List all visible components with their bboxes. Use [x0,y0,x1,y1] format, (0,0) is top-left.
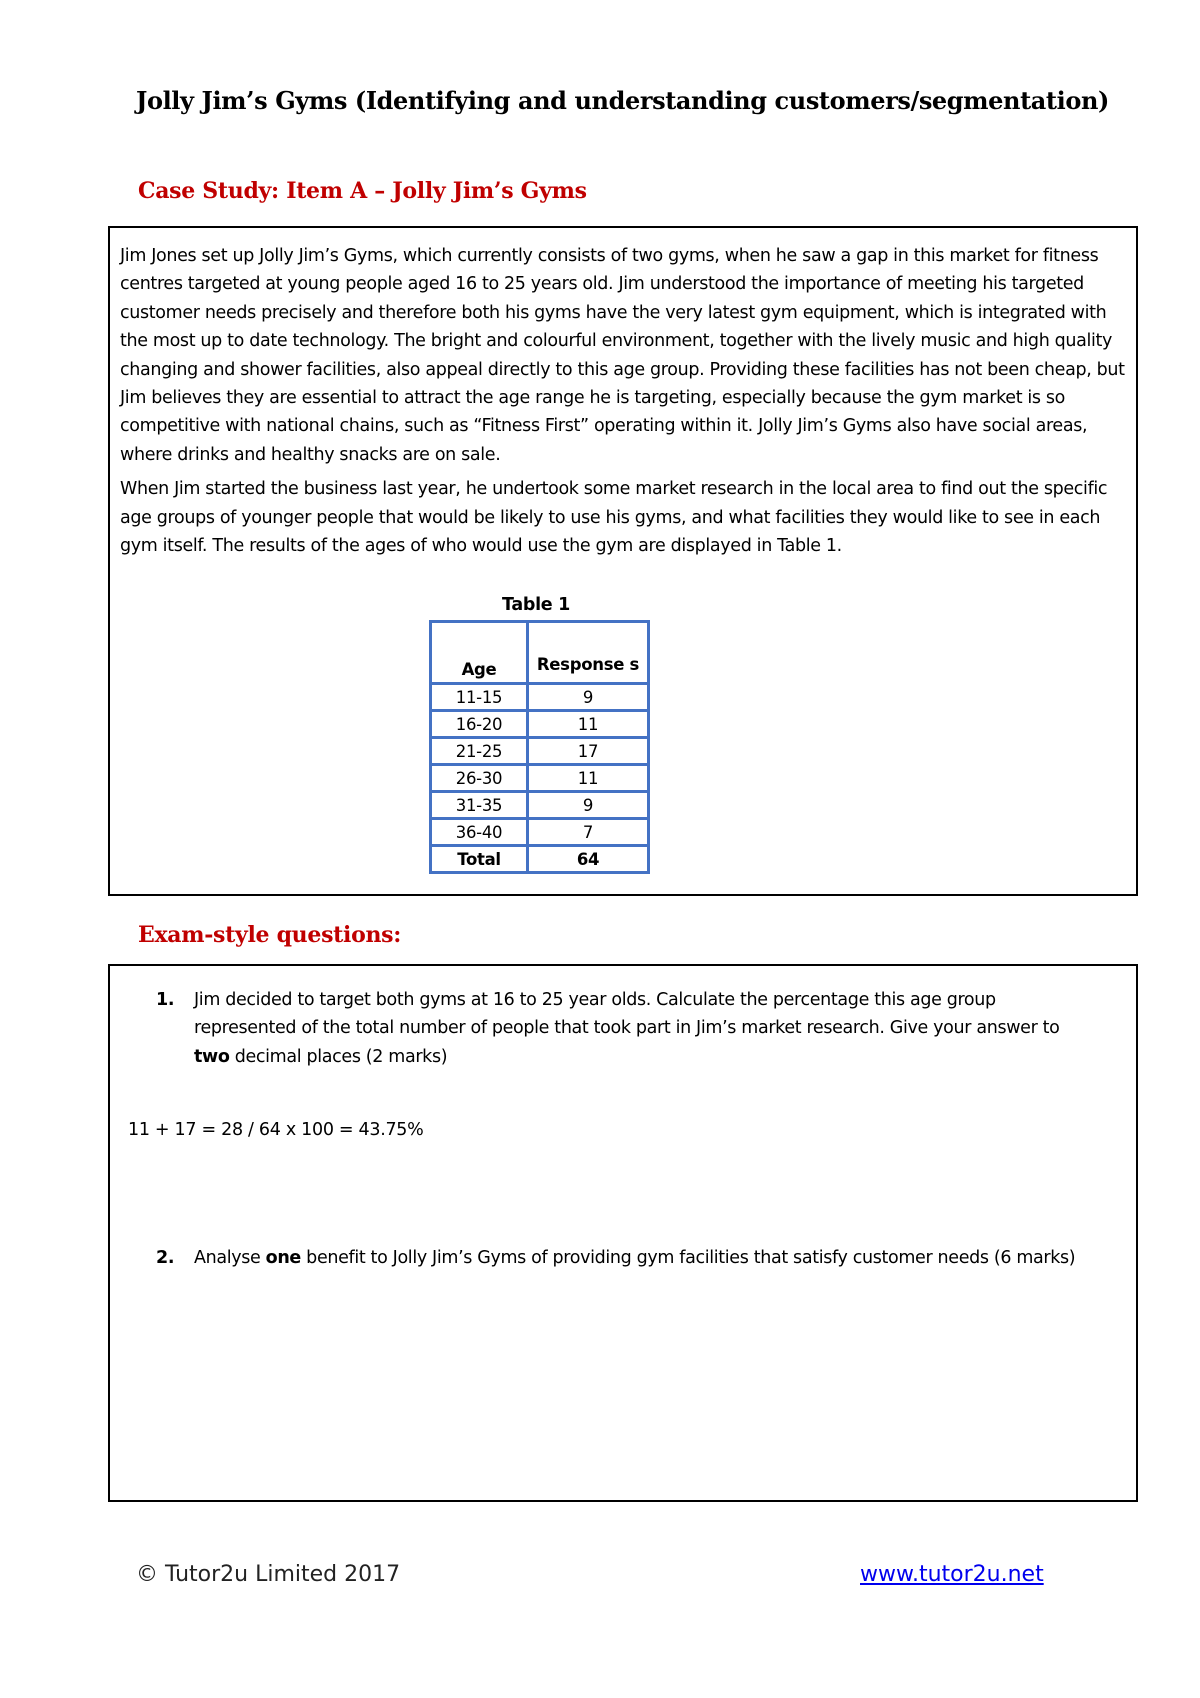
answer-1: 11 + 17 = 28 / 64 x 100 = 43.75% [128,1120,424,1140]
case-study-heading: Case Study: Item A – Jolly Jim’s Gyms [138,178,587,204]
table-cell-responses: 11 [528,765,649,792]
table-row [431,684,649,711]
table-cell-responses: 7 [528,819,649,846]
table-cell-age: 26-30 [431,765,528,792]
table-row [431,711,649,738]
footer-link[interactable]: www.tutor2u.net [860,1562,1044,1587]
table-cell-responses: 11 [528,711,649,738]
question-text [194,1244,1096,1272]
table-cell-age: 31-35 [431,792,528,819]
age-responses-table [429,620,650,874]
table-total-label: Total [431,846,528,873]
table-total-row [431,846,649,873]
page-title: Jolly Jim’s Gyms (Identifying and understanding customers/segmentation) [136,86,1109,115]
table-total-value: 64 [528,846,649,873]
case-paragraph: When Jim started the business last year, he undertook some market research in the local area to find out the specific age groups of younger people that would be likely to use his gyms, and what facilities they would like to see in each gym itself. The results of the ages of who would use the gym are displayed in Table 1. [120,479,1108,557]
case-study-text [120,242,1134,566]
table-cell-responses: 17 [528,738,649,765]
question-text-part: Jim decided to target both gyms at 16 to 25 year olds. Calculate the percentage this age group represented of the total number of people that took part in Jim’s market research. Give your answer to [194,990,1060,1039]
table-header-age: Age [431,622,528,684]
table-cell-age: 36-40 [431,819,528,846]
question-text-part: benefit to Jolly Jim’s Gyms of providing gym facilities that satisfy customer needs (6 marks) [300,1248,1076,1268]
table-row [431,765,649,792]
question-1 [156,986,1096,1071]
question-text-emphasis: two [194,1046,230,1067]
table-cell-responses: 9 [528,792,649,819]
table-cell-responses: 9 [528,684,649,711]
question-text-part: Analyse [194,1248,266,1268]
table-cell-age: 11-15 [431,684,528,711]
exam-questions-heading: Exam-style questions: [138,922,402,948]
question-text [194,986,1096,1071]
table-cell-age: 16-20 [431,711,528,738]
question-2 [156,1244,1096,1272]
table-row [431,738,649,765]
case-paragraph: Jim Jones set up Jolly Jim’s Gyms, which currently consists of two gyms, when he saw a gap in this market for fitness centres targeted at young people aged 16 to 25 years old. Jim understood the importance of meeting his targeted customer needs precisely and therefore both his gyms have the very latest gym equipment, which is integrated with the most up to date technology. The bright and colourful environment, together with the lively music and high quality changing and shower facilities, also appeal directly to this age group. Providing these facilities has not been cheap, but Jim believes they are essential to attract the age range he is targeting, especially because the gym market is so competitive with national chains, such as “Fitness First” operating within it. Jolly Jim’s Gyms also have social areas, where drinks and healthy snacks are on sale. [120,246,1125,465]
table-row [431,792,649,819]
table-header-row [431,622,649,684]
table-title: Table 1 [501,595,571,615]
footer-copyright: © Tutor2u Limited 2017 [136,1562,401,1587]
table-cell-age: 21-25 [431,738,528,765]
question-text-part: decimal places (2 marks) [229,1046,448,1067]
question-text-emphasis: one [265,1248,301,1268]
question-number: 2. [156,1248,175,1268]
table-row [431,819,649,846]
table-header-responses: Response s [528,622,649,684]
question-number: 1. [156,990,175,1010]
